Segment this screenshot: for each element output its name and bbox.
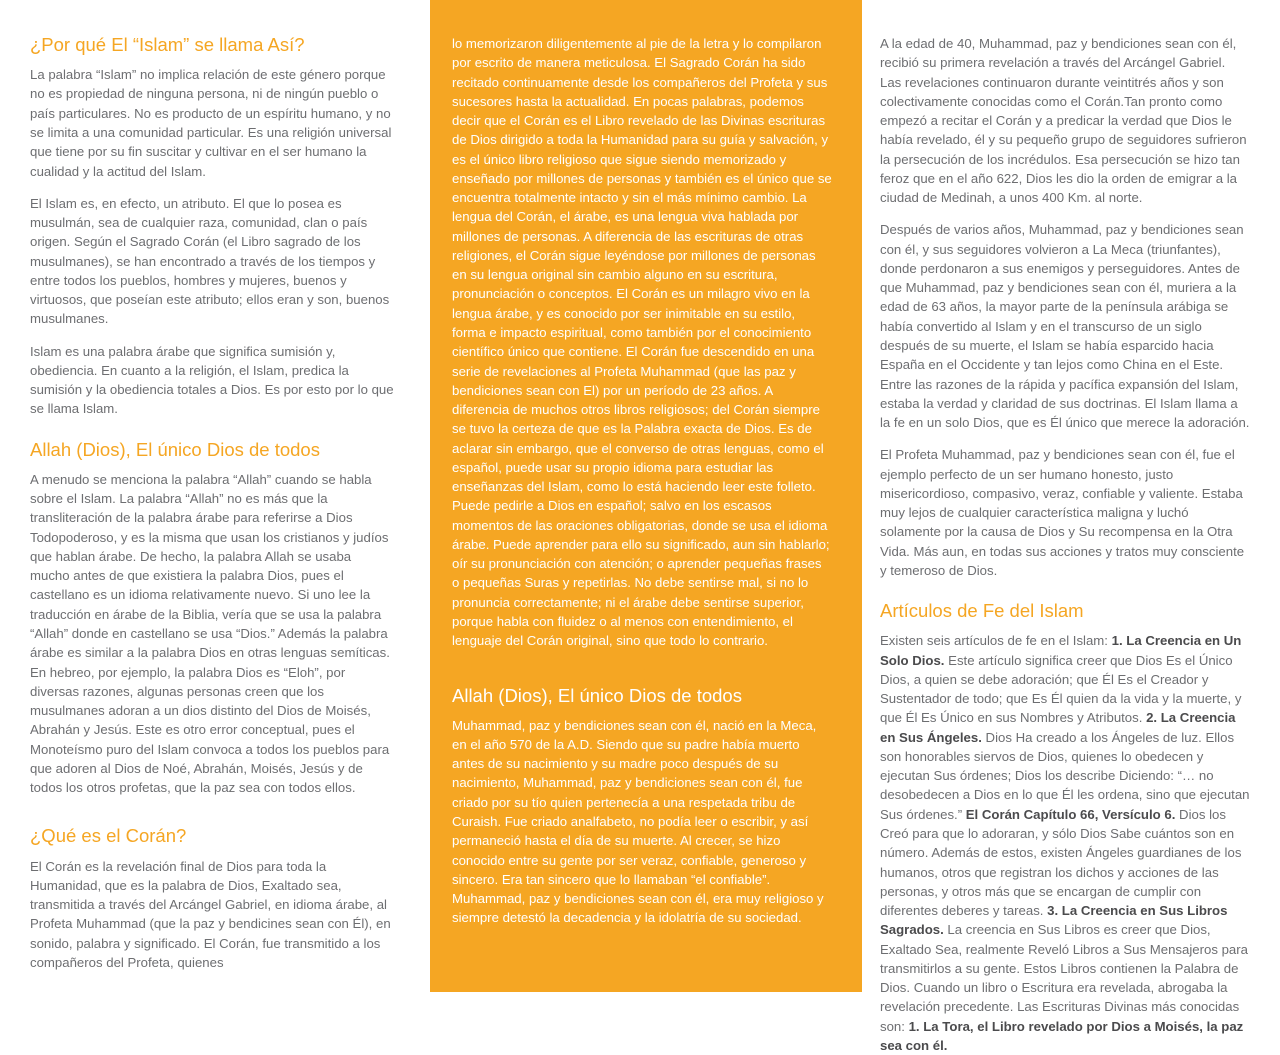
- article-text-run: Existen seis artículos de fe en el Islam:: [880, 633, 1112, 649]
- paragraph-allah-left-1: A menudo se menciona la palabra “Allah” cuando se habla sobre el Islam. La palabra “Allah” no es más que la transliteración de la palabra árabe para referirse a Dios Todopoderoso, y es la misma que usan los cristianos y judíos que hablan árabe. De hecho, la palabra Allah se usaba mucho antes de que existiera la palabra Dios, pues el castellano es un idioma relativamente nuevo. Si uno lee la traducción en árabe de la Biblia, vería que se usa la palabra “Allah” donde en castellano se usa “Dios.” Además la palabra árabe es similar a la palabra Dios en otras lenguas semíticas. En hebreo, por ejemplo, la palabra Dios es “Eloh”, por diversas razones, algunas personas creen que los musulmanes adoran a un dios distinto del Dios de Moisés, Abrahán y Jesús. Este es otro error conceptual, pues el Monoteísmo puro del Islam convoca a todos los pueblos para que adoren al Dios de Noé, Abrahán, Moisés, Jesús y de todos los otros profetas, que la paz sea con todos ellos.: [30, 471, 390, 796]
- article-text-run: Dios los Creó para que lo adoraran, y sólo Dios Sabe cuántos son en número. Además de estos, existen Ángeles guardianes de los humanos, otros que registran los dichos y acciones de las personas, y otros más que se encargan de cumplir con diferentes deberes y tareas.: [880, 806, 1242, 919]
- article-text-run: La creencia en Sus Libros es creer que Dios, Exaltado Sea, realmente Reveló Libros a Sus Mensajeros para transmitirlos a su gente. Estos Libros contienen la Palabra de Dios. Cuando un libro o Escritura era revelada, abrogaba la revelación precedente. Las Escrituras Divinas más conocidas son:: [880, 922, 1248, 1034]
- article-title-run: El Corán Capítulo 66, Versículo 6.: [965, 806, 1176, 822]
- article-title-run: 1. La Tora, el Libro revelado por Dios a Moisés, la paz sea con él.: [880, 1018, 1244, 1053]
- paragraph-why-islam-1: La palabra “Islam” no implica relación de este género porque no es propiedad de ninguna persona, ni de ningún pueblo o país particulares. No es producto de un espíritu humano, y no se limita a una comunidad particular. Es una religión universal que tiene por su fin suscitar y cultivar en el ser humano la cualidad y la actitud del Islam.: [30, 67, 392, 179]
- paragraph-what-is-quran-1: El Corán es la revelación final de Dios para toda la Humanidad, que es la palabra de Dios, Exaltado sea, transmitida a través del Arcángel Gabriel, en idioma árabe, al Profeta Muhammad (que la paz y bendicines sean con Él), en sonido, palabra y significado. El Corán, fue transmitido a los compañeros del Profeta, quienes: [30, 858, 391, 970]
- section-heading-why-islam: ¿Por qué El “Islam” se llama Así?: [30, 34, 305, 55]
- section-heading-allah-middle: Allah (Dios), El único Dios de todos: [452, 684, 742, 706]
- paragraph-why-islam-2: El Islam es, en efecto, un atributo. El que lo posea es musulmán, sea de cualquier raza, comunidad, clan o país origen. Según el Sagrado Corán (el Libro sagrado de los musulmanes), se han encontrado a través de los tiempos y entre todos los pueblos, hombres y mujeres, buenos y virtuosos, que poseían este atributo; ellos eran y son, buenos musulmanes.: [30, 195, 390, 327]
- article-title-run: 1. La Creencia en Un Solo Dios.: [880, 633, 1242, 668]
- column-left: [0, 0, 430, 992]
- paragraph-articles-of-faith: [880, 631, 1250, 1055]
- spacer: [30, 419, 394, 439]
- column-middle: [430, 0, 862, 992]
- paragraph-prophet-birth: Muhammad, paz y bendiciones sean con él, nació en la Meca, en el año 570 de la A.D. Siendo que su padre había muerto antes de su nacimiento y su madre poco después de su nacimiento, Muhammad, paz y bendiciones sean con él, fue criado por su tío quien pertenecía a una respetada tribu de Curaish. Fue criado analfabeto, no podía leer o escribir, y así permaneció hasta el día de su muerte. Al crecer, se hizo conocido entre su gente por ser veraz, confiable, generoso y sincero. Era tan sincero que lo llamaban “el confiable”. Muhammad, paz y bendiciones sean con él, era muy religioso y siempre detestó la decadencia y la idolatría de su sociedad.: [452, 717, 824, 926]
- paragraph-quran-continued: lo memorizaron diligentemente al pie de la letra y lo compilaron por escrito de manera meticulosa. El Sagrado Corán ha sido recitado continuamente desde los compañeros del Profeta y sus sucesores hasta la actualidad. En pocas palabras, podemos decir que el Corán es el Libro revelado de las Divinas escrituras de Dios dirigido a toda la Humanidad para su guía y salvación, y es el único libro religioso que sigue siendo memorizado y enseñado por millones de personas y también es el único que se encuentra totalmente intacto y sin el más mínimo cambio. La lengua del Corán, el árabe, es una lengua viva hablada por millones de personas. A diferencia de las escrituras de otras religiones, el Corán sigue leyéndose por millones de personas en su lengua original sin cambio alguno en su escritura, pronunciación o conceptos. El Corán es un milagro vivo en la lengua árabe, y es conocido por ser inimitable en su estilo, forma e impacto espiritual, como también por el conocimiento científico único que contiene. El Corán fue descendido en una serie de revelaciones al Profeta Muhammad (que las paz y bendiciones sean con El) por un período de 23 años. A diferencia de muchos otros libros religiosos; del Corán siempre se tuvo la certeza de que es la Palabra exacta de Dios. Es de aclarar sin embargo, que el converso de otras lenguas, como el español, puede usar su propio idioma para estudiar las enseñanzas del Islam, como lo está haciendo leer este folleto. Puede pedirle a Dios en español; salvo en los escasos momentos de las oraciones obligatorias, donde se usa el idioma árabe. Puede aprender para ello su significado, aun sin hablarlo; oír su pronunciación con atención; o aprender pequeñas frases o pequeñas Suras y repetirlas. No debe sentirse mal, si no lo pronuncia correctamente; ni el árabe debe sentirse superior, porque habla con fluidez o al menos con entendimiento, el lenguaje del Corán original, sino que todo lo contrario.: [452, 36, 832, 649]
- paragraph-prophet-revelation: A la edad de 40, Muhammad, paz y bendiciones sean con él, recibió su primera revelación a través del Arcángel Gabriel. Las revelaciones continuaron durante veintitrés años y son colectivamente conocidas como el Corán.Tan pronto como empezó a recitar el Corán y a predicar la verdad que Dios le había revelado, él y su pequeño grupo de seguidores sufrieron la persecución de los incrédulos. Esa persecución se hizo tan feroz que en el año 622, Dios les dio la orden de emigrar a la ciudad de Medinah, a unos 400 Km. al norte.: [880, 36, 1247, 206]
- article-title-run: 3. La Creencia en Sus Libros Sagrados.: [880, 903, 1228, 938]
- column-right: [862, 0, 1280, 1053]
- article-text-run: Este artículo significa creer que Dios Es el Único Dios, a quien se debe adoración; que Él Es el Creador y Sustentador de todo; que Es Él quien da la vida y la muerte, y que Él Es Único en sus Nombres y Atributos.: [880, 652, 1242, 726]
- section-heading-what-is-quran: ¿Qué es el Corán?: [30, 825, 187, 847]
- spacer: [880, 580, 1250, 600]
- spacer: [30, 797, 394, 825]
- article-title-run: 2. La Creencia en Sus Ángeles.: [880, 710, 1236, 745]
- paragraph-why-islam-3: Islam es una palabra árabe que significa sumisión y, obediencia. En cuanto a la religión, el Islam, predica la sumisión y la obediencia totales a Dios. Es por esto por lo que se llama Islam.: [30, 343, 394, 417]
- paragraph-prophet-return-mecca: Después de varios años, Muhammad, paz y bendiciones sean con él, y sus seguidores volvieron a La Meca (triunfantes), donde perdonaron a sus enemigos y perseguidores. Antes de que Muhammad, paz y bendiciones sean con él, muriera a la edad de 63 años, la mayor parte de la península arábiga se había convertido al Islam y en el transcurso de un siglo después de su muerte, el Islam se había esparcido hacia España en el Occidente y tan lejos como China en el Este. Entre las razones de la rápida y pacífica expansión del Islam, estaba la verdad y claridad de sus doctrinas. El Islam llama a la fe en un solo Dios, que es Él único que merece la adoración.: [880, 222, 1250, 431]
- section-heading-articles-of-faith: Artículos de Fe del Islam: [880, 600, 1084, 622]
- section-heading-allah-left: Allah (Dios), El único Dios de todos: [30, 438, 320, 460]
- article-text-run: Dios Ha creado a los Ángeles de luz. Ellos son honorables siervos de Dios, quienes lo obedecen y ejecutan Sus órdenes; Dios los describe Diciendo: “… no desobedecen a Dios en lo que Él les ordena, sino que ejecutan Sus órdenes.”: [880, 729, 1250, 822]
- paragraph-prophet-character: El Profeta Muhammad, paz y bendiciones sean con él, fue el ejemplo perfecto de un ser humano honesto, justo misericordioso, compasivo, veraz, confiable y valiente. Estaba muy lejos de cualquier característica maligna y luchó solamente por la causa de Dios y Su recompensa en la Otra Vida. Más aun, en todas sus acciones y tratos muy consciente y temeroso de Dios.: [880, 447, 1245, 578]
- spacer: [452, 651, 832, 671]
